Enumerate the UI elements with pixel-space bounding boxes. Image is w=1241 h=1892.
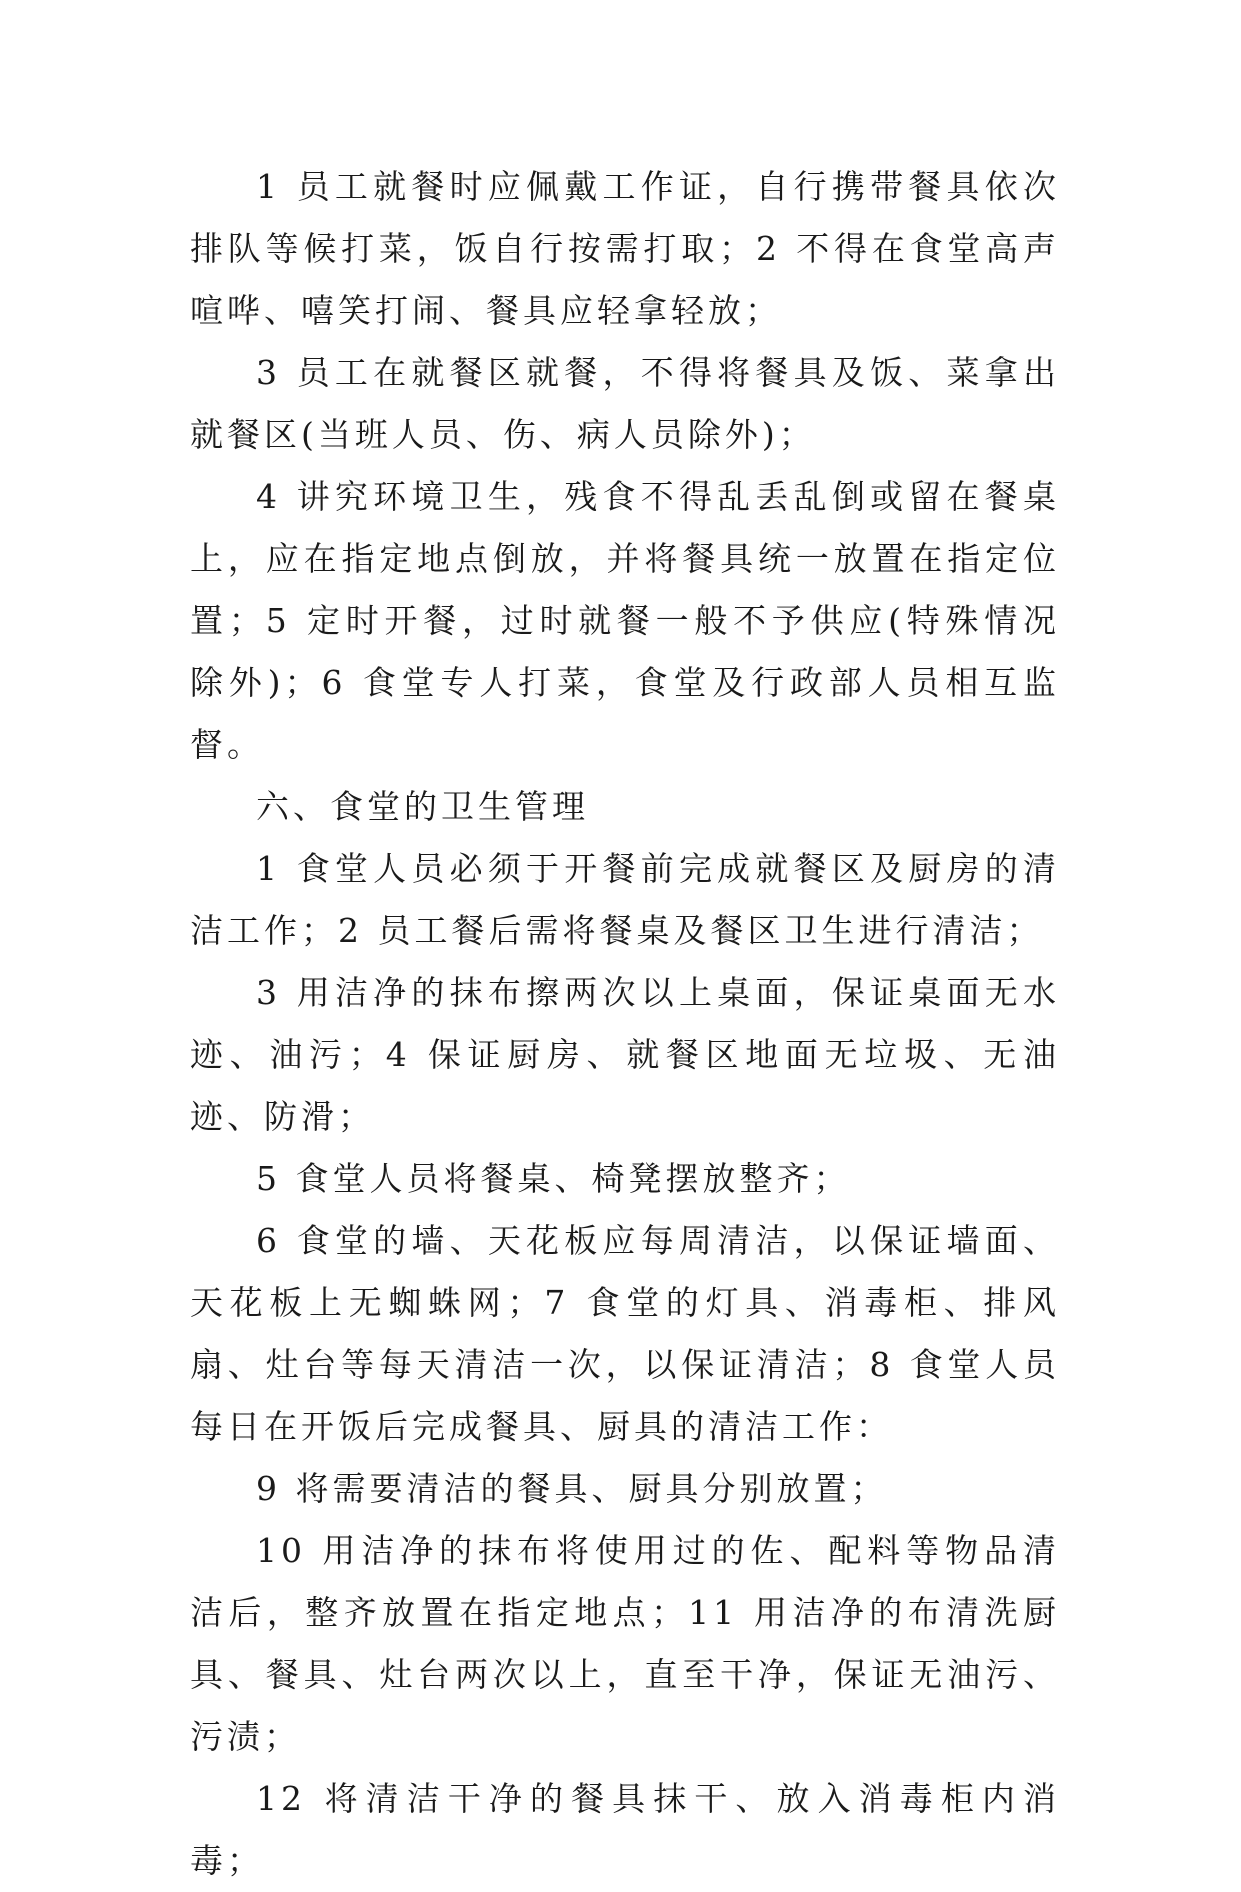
paragraph-hygiene-6-8: 6 食堂的墙、天花板应每周清洁，以保证墙面、天花板上无蜘蛛网；7 食堂的灯具、消毒柜、排风扇、灶台等每天清洁一次，以保证清洁；8 食堂人员每日在开饭后完成餐具、厨具的清洁工作：: [190, 1221, 1060, 1446]
paragraph-hygiene-3-4: 3 用洁净的抹布擦两次以上桌面，保证桌面无水迹、油污；4 保证厨房、就餐区地面无垃圾、无油迹、防滑；: [190, 973, 1060, 1136]
section-heading-hygiene: 六、食堂的卫生管理: [256, 787, 589, 826]
paragraph-rules-1-2: 1 员工就餐时应佩戴工作证，自行携带餐具依次排队等候打菜，饭自行按需打取；2 不得在食堂高声喧哗、嘻笑打闹、餐具应轻拿轻放；: [190, 167, 1060, 330]
paragraph-hygiene-9: 9 将需要清洁的餐具、厨具分别放置；: [256, 1469, 888, 1508]
paragraph-hygiene-1-2: 1 食堂人员必须于开餐前完成就餐区及厨房的清洁工作；2 员工餐后需将餐桌及餐区卫生进行清洁；: [190, 849, 1060, 950]
document-body: [190, 156, 1060, 1892]
paragraph-hygiene-5: 5 食堂人员将餐桌、椅凳摆放整齐；: [256, 1159, 851, 1198]
paragraph-rules-4-6: 4 讲究环境卫生，残食不得乱丢乱倒或留在餐桌上，应在指定地点倒放，并将餐具统一放置在指定位置；5 定时开餐，过时就餐一般不予供应(特殊情况除外)；6 食堂专人打菜，食堂及行政部人员相互监督。: [190, 477, 1060, 764]
paragraph-hygiene-10-11: 10 用洁净的抹布将使用过的佐、配料等物品清洁后，整齐放置在指定地点；11 用洁净的布清洗厨具、餐具、灶台两次以上，直至干净，保证无油污、污渍；: [190, 1531, 1060, 1756]
paragraph-hygiene-12: 12 将清洁干净的餐具抹干、放入消毒柜内消毒；: [190, 1779, 1060, 1880]
paragraph-rule-3: 3 员工在就餐区就餐，不得将餐具及饭、菜拿出就餐区(当班人员、伤、病人员除外)；: [190, 353, 1060, 454]
